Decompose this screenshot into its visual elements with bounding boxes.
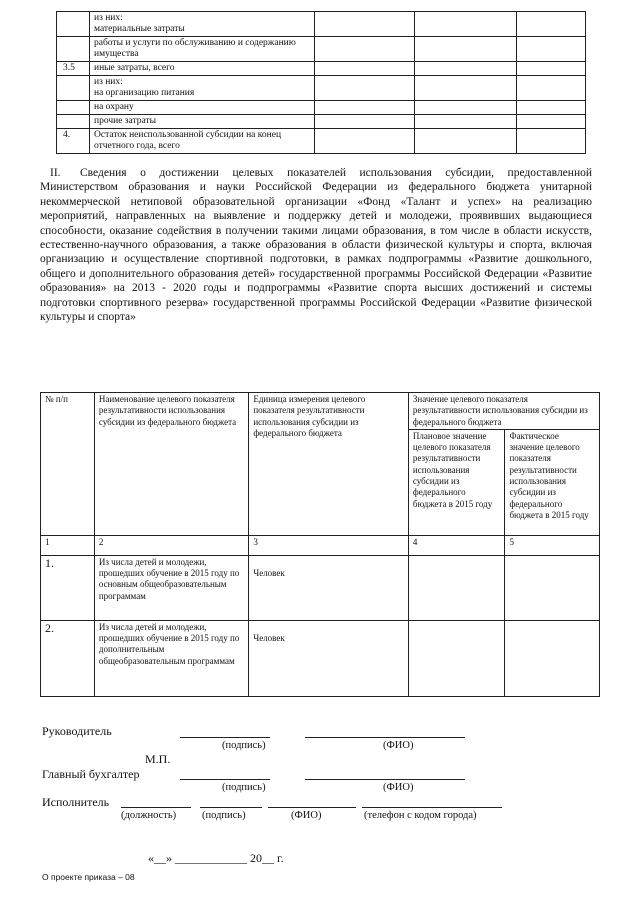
executor-fio-hint: (ФИО) xyxy=(291,810,322,821)
col-number-5: 5 xyxy=(505,535,600,555)
row-name: прочие затраты xyxy=(90,115,315,129)
executor-fio-line xyxy=(268,807,356,808)
accountant-fio-line xyxy=(305,779,465,780)
row-num xyxy=(57,115,90,129)
expenses-table xyxy=(56,11,586,154)
section-text: Сведения о достижении целевых показателей использования субсидии, предоставленной Министерством образования и науки Российской Федерации из федерального бюджета унитарной некоммерческой нетиповой образовательной организации «Фонд «Талант и успех» на реализацию мероприятий, направленных на выявление и поддержку детей и молодежи, проявивших выдающиеся способности, оказание содействия в получении такими лицами образования, в том числе в области искусств, естественно-научного образования, а также образования в области физической культуры и спорта, включая организацию и осуществление спортивной подготовки, в рамках подпрограммы «Развитие дошкольного, общего и дополнительного образования детей» государственной программы Российской Федерации «Развитие образования» на 2013 - 2020 годы и подпрограммы «Развитие спорта высших достижений и системы подготовки спортивного резерва» государственной программы Российской Федерации «Развитие физической культуры и спорта» xyxy=(40,167,592,324)
col-number-2: 2 xyxy=(94,535,248,555)
row-unit: Человек xyxy=(249,620,409,696)
row-value-1 xyxy=(315,101,415,115)
table-row xyxy=(41,620,600,696)
row-name: из них: материальные затраты xyxy=(90,12,315,37)
head-fio-line xyxy=(305,737,465,738)
table-row xyxy=(57,37,586,62)
header-plan: Плановое значение целевого показателя результативности использования субсидии из федерального бюджета в 2015 году xyxy=(408,429,505,535)
table-row xyxy=(57,129,586,154)
row-num xyxy=(57,12,90,37)
executor-position-hint: (должность) xyxy=(121,810,177,821)
row-unit: Человек xyxy=(249,555,409,620)
accountant-signature-hint: (подпись) xyxy=(222,782,266,793)
row-fact xyxy=(505,555,600,620)
header-num: № п/п xyxy=(41,393,95,536)
row-num xyxy=(57,37,90,62)
row-num: 3.5 xyxy=(57,62,90,76)
row-name: Из числа детей и молодежи, прошедших обучение в 2015 году по основным общеобразовательным программам xyxy=(94,555,248,620)
row-value-2 xyxy=(415,37,517,62)
head-signature-line xyxy=(180,737,270,738)
row-value-2 xyxy=(415,76,517,101)
row-plan xyxy=(408,555,505,620)
head-signature-hint: (подпись) xyxy=(222,740,266,751)
stamp-label: М.П. xyxy=(145,752,171,766)
row-value-1 xyxy=(315,129,415,154)
row-value-2 xyxy=(415,115,517,129)
row-plan xyxy=(408,620,505,696)
row-name: на охрану xyxy=(90,101,315,115)
table-row xyxy=(57,101,586,115)
indicators-table xyxy=(40,392,600,697)
row-name: Из числа детей и молодежи, прошедших обучение в 2015 году по дополнительным общеобразовательным программам xyxy=(94,620,248,696)
row-name: Остаток неиспользованной субсидии на конец отчетного года, всего xyxy=(90,129,315,154)
col-number-1: 1 xyxy=(41,535,95,555)
header-value-group: Значение целевого показателя результативности использования субсидии из федерального бюджета xyxy=(408,393,599,430)
table-row xyxy=(57,76,586,101)
row-value-1 xyxy=(315,76,415,101)
section-ii-paragraph xyxy=(40,166,592,324)
row-value-3 xyxy=(517,62,586,76)
row-value-3 xyxy=(517,76,586,101)
row-value-2 xyxy=(415,12,517,37)
row-value-2 xyxy=(415,129,517,154)
row-value-2 xyxy=(415,62,517,76)
row-name: иные затраты, всего xyxy=(90,62,315,76)
row-num xyxy=(57,101,90,115)
accountant-label: Главный бухгалтер xyxy=(42,767,140,781)
table-row xyxy=(41,555,600,620)
table-row xyxy=(57,62,586,76)
row-value-1 xyxy=(315,12,415,37)
header-fact: Фактическое значение целевого показателя результативности использования субсидии из федерального бюджета в 2015 году xyxy=(505,429,600,535)
executor-label: Исполнитель xyxy=(42,795,110,809)
accountant-fio-hint: (ФИО) xyxy=(383,782,414,793)
row-value-3 xyxy=(517,37,586,62)
row-value-3 xyxy=(517,129,586,154)
row-num xyxy=(57,76,90,101)
date-line: «__» ____________ 20__ г. xyxy=(148,851,284,865)
row-name: из них: на организацию питания xyxy=(90,76,315,101)
executor-signature-hint: (подпись) xyxy=(202,810,246,821)
section-number: II. xyxy=(50,167,61,179)
table-row xyxy=(57,12,586,37)
executor-position-line xyxy=(121,807,191,808)
row-value-1 xyxy=(315,37,415,62)
row-value-1 xyxy=(315,115,415,129)
executor-phone-hint: (телефон с кодом города) xyxy=(364,810,477,821)
row-name: работы и услуги по обслуживанию и содержанию имущества xyxy=(90,37,315,62)
row-value-3 xyxy=(517,115,586,129)
row-value-1 xyxy=(315,62,415,76)
footer-note: О проекте приказа – 08 xyxy=(42,872,135,882)
row-num: 4. xyxy=(57,129,90,154)
col-number-4: 4 xyxy=(408,535,505,555)
row-value-3 xyxy=(517,12,586,37)
row-fact xyxy=(505,620,600,696)
row-num: 2. xyxy=(41,620,95,696)
head-label: Руководитель xyxy=(42,724,112,738)
header-unit: Единица измерения целевого показателя результативности использования субсидии из федерального бюджета xyxy=(249,393,409,536)
accountant-signature-line xyxy=(180,779,270,780)
row-value-2 xyxy=(415,101,517,115)
row-num: 1. xyxy=(41,555,95,620)
row-value-3 xyxy=(517,101,586,115)
col-number-3: 3 xyxy=(249,535,409,555)
executor-signature-line xyxy=(200,807,262,808)
executor-phone-line xyxy=(362,807,502,808)
table-row xyxy=(57,115,586,129)
head-fio-hint: (ФИО) xyxy=(383,740,414,751)
header-name: Наименование целевого показателя результативности использования субсидии из федерального бюджета xyxy=(94,393,248,536)
